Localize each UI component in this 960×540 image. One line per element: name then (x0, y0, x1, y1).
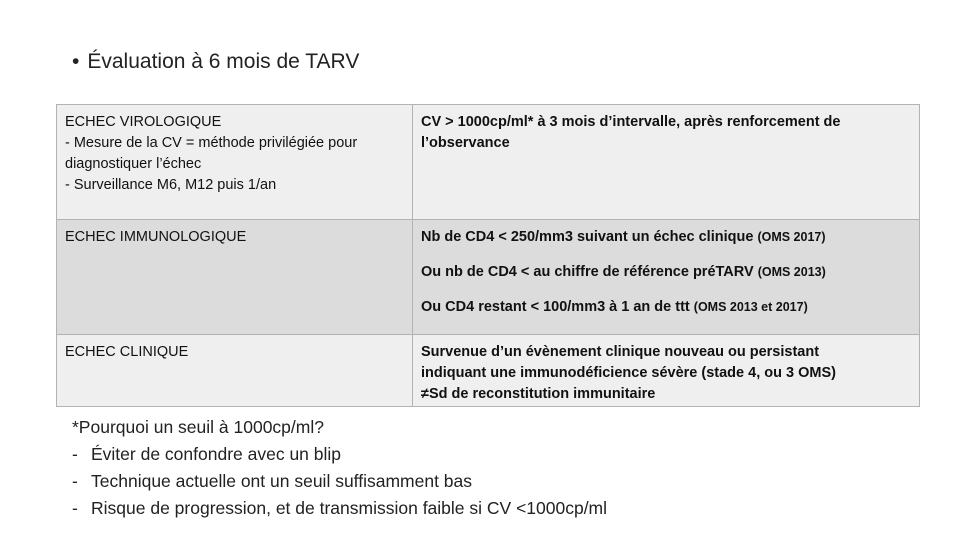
table-row-virologic (57, 105, 920, 220)
notes-item-text: Risque de progression, et de transmission faible si CV <1000cp/ml (91, 498, 608, 518)
failure-criteria-table (56, 104, 920, 407)
immunologic-label: ECHEC IMMUNOLOGIQUE (65, 229, 247, 245)
notes-item (72, 468, 607, 495)
clinical-criteria-line-3: ≠Sd de reconstitution immunitaire (421, 386, 656, 402)
notes-item-text: Éviter de confondre avec un blip (91, 444, 342, 464)
title-bullet: • (72, 50, 80, 73)
clinical-label: ECHEC CLINIQUE (65, 344, 189, 360)
notes-heading: *Pourquoi un seuil à 1000cp/ml? (72, 417, 324, 437)
dash-marker: - (72, 444, 78, 464)
clinical-criteria-line-2: indiquant une immunodéficience sévère (stade 4, ou 3 OMS) (421, 365, 836, 381)
criterion-ref: (OMS 2017) (757, 230, 826, 244)
dash-marker: - (72, 498, 78, 518)
notes-item (72, 495, 607, 522)
immunologic-criteria (413, 220, 920, 335)
immunologic-criterion-3 (421, 297, 911, 318)
virologic-criteria-text: CV > 1000cp/ml* à 3 mois d’intervalle, après renforcement de l’observance (421, 114, 841, 151)
virologic-detail-2: diagnostiquer l’échec (65, 156, 202, 172)
slide-title (72, 50, 359, 74)
criterion-text: Ou nb de CD4 < au chiffre de référence préTARV (421, 264, 758, 280)
criterion-text: Ou CD4 restant < 100/mm3 à 1 an de ttt (421, 299, 694, 315)
clinical-criteria (413, 335, 920, 407)
notes-item-text: Technique actuelle ont un seuil suffisamment bas (91, 471, 473, 491)
virologic-cell (57, 105, 413, 220)
table-row-clinical (57, 335, 920, 407)
immunologic-criterion-2 (421, 262, 911, 283)
clinical-criteria-line-1: Survenue d’un évènement clinique nouveau ou persistant (421, 344, 820, 360)
virologic-detail-1: - Mesure de la CV = méthode privilégiée pour (65, 135, 358, 151)
dash-marker: - (72, 471, 78, 491)
virologic-criteria (413, 105, 920, 220)
virologic-label: ECHEC VIROLOGIQUE (65, 114, 222, 130)
notes-item (72, 441, 607, 468)
criterion-ref: (OMS 2013 et 2017) (693, 300, 808, 314)
criterion-ref: (OMS 2013) (757, 265, 826, 279)
clinical-cell (57, 335, 413, 407)
table-row-immunologic (57, 220, 920, 335)
immunologic-cell (57, 220, 413, 335)
criterion-text: Nb de CD4 < 250/mm3 suivant un échec clinique (421, 229, 758, 245)
virologic-detail-3: - Surveillance M6, M12 puis 1/an (65, 177, 277, 193)
title-text: Évaluation à 6 mois de TARV (87, 50, 360, 73)
immunologic-criterion-1 (421, 227, 911, 248)
notes-block (72, 414, 607, 522)
